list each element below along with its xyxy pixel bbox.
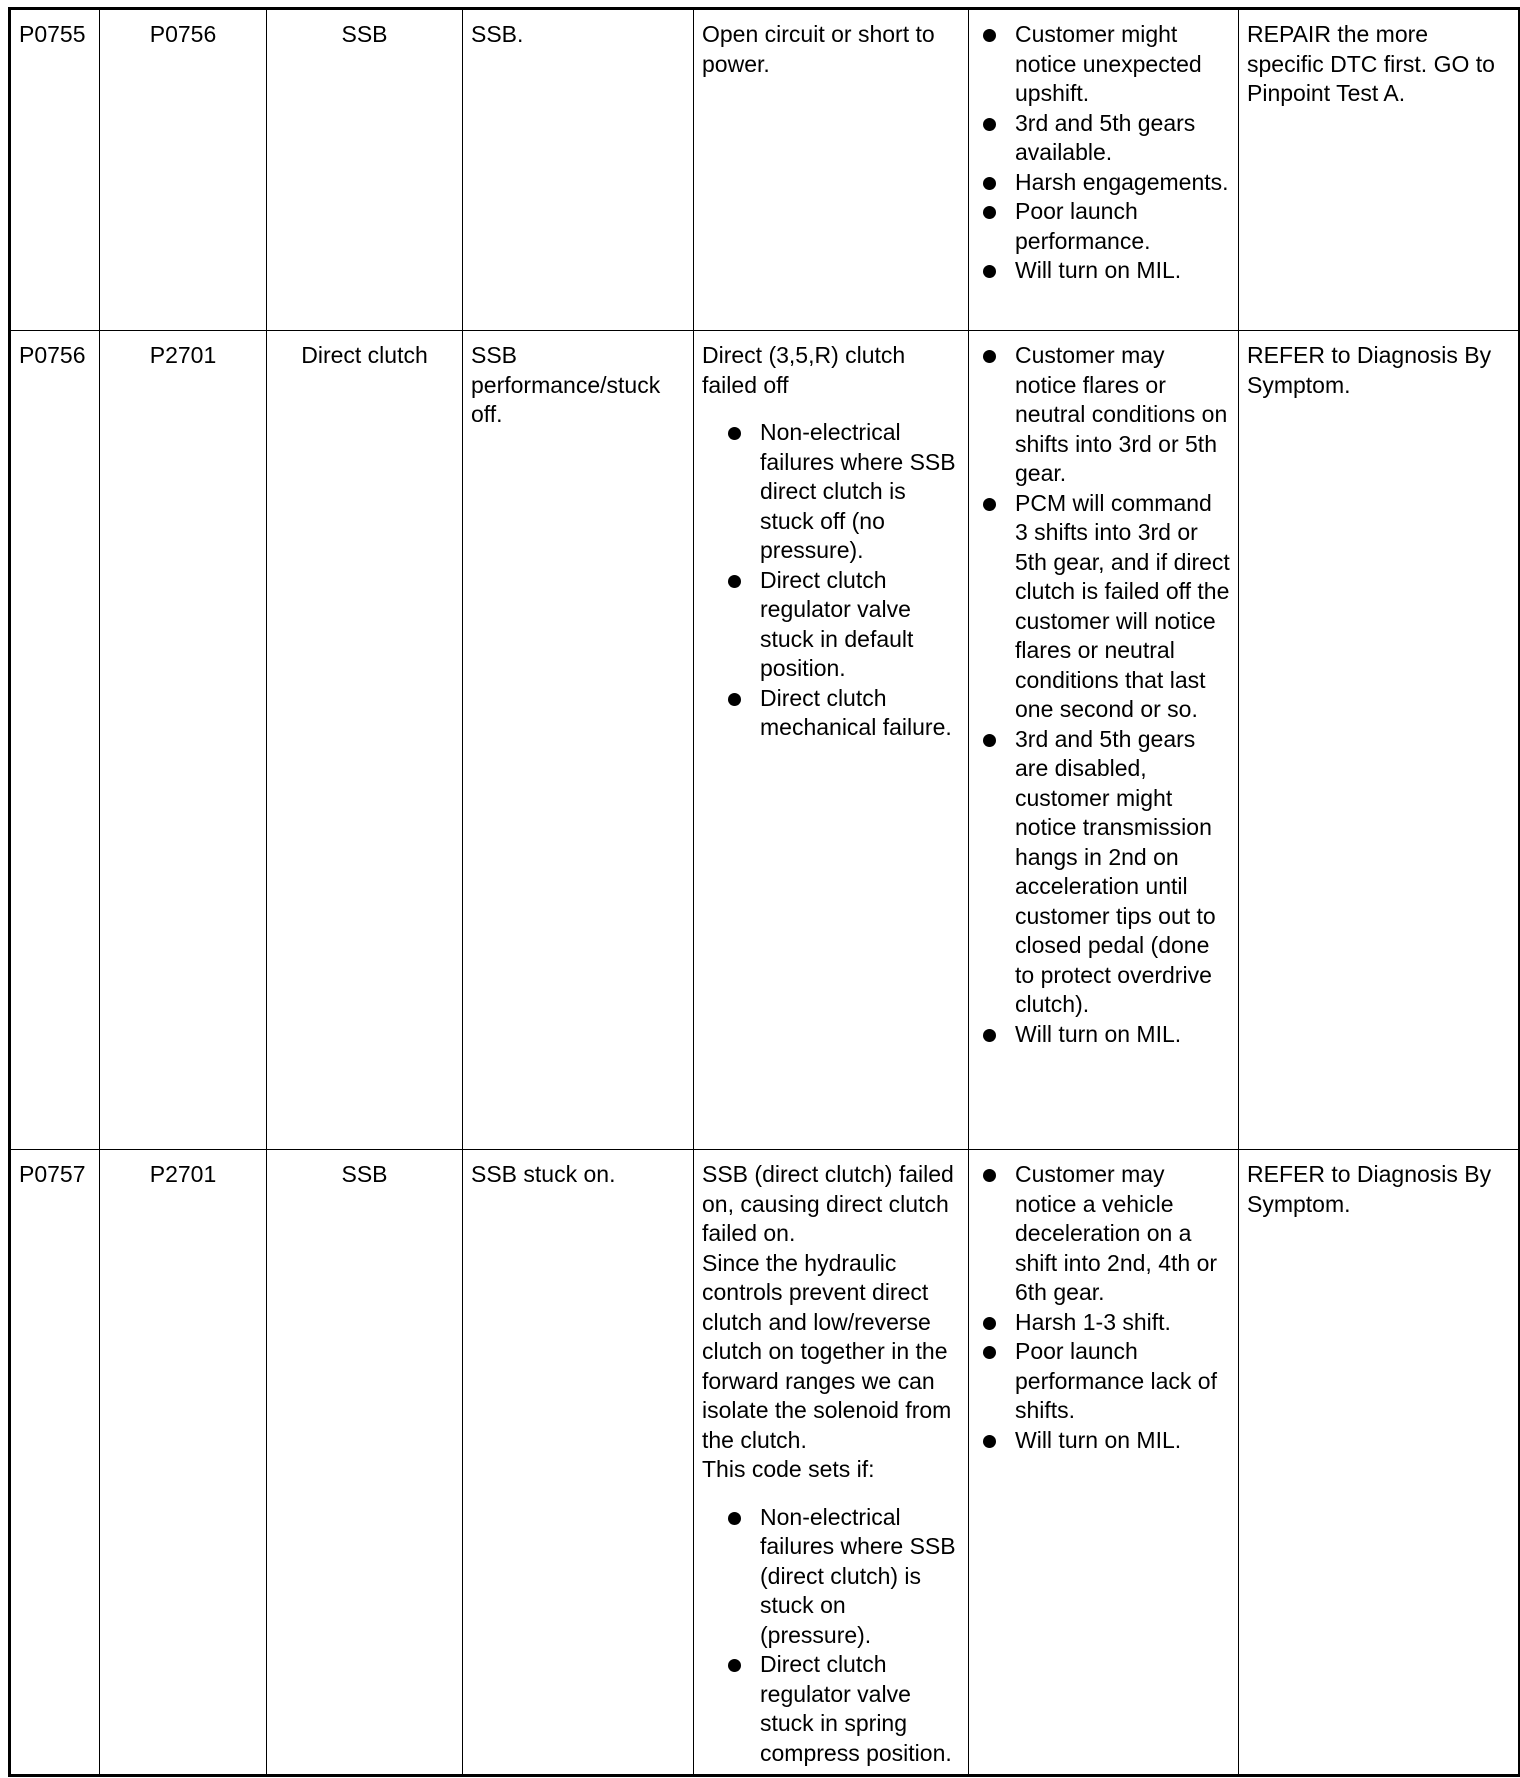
- related-dtc-cell: [100, 331, 267, 1150]
- symptom-item: Customer may notice a vehicle deceleration on a shift into 2nd, 4th or 6th gear.: [977, 1160, 1230, 1308]
- symptom-item: 3rd and 5th gears are disabled, customer might notice transmission hangs in 2nd on acceleration until customer tips out to closed pedal (done to protect overdrive clutch).: [977, 725, 1230, 1020]
- symptom-item: Harsh engagements.: [977, 168, 1230, 198]
- dtc-code: P0756: [19, 342, 86, 368]
- table-row: [10, 331, 1520, 1150]
- symptoms-cell: [969, 1150, 1239, 1776]
- table-row: [10, 1150, 1520, 1776]
- symptom-item: Poor launch performance lack of shifts.: [977, 1337, 1230, 1426]
- symptom-item: Harsh 1-3 shift.: [977, 1308, 1230, 1338]
- condition-item: Non-electrical failures where SSB (direct clutch) is stuck on (pressure).: [712, 1503, 960, 1651]
- dtc-table: [8, 7, 1520, 1777]
- action-text: REPAIR the more specific DTC first. GO to Pinpoint Test A.: [1247, 21, 1495, 106]
- condition-text: Direct (3,5,R) clutch failed off: [702, 342, 906, 398]
- condition-list: [702, 418, 960, 743]
- component-cell: [267, 331, 463, 1150]
- description: SSB performance/stuck off.: [471, 342, 661, 427]
- symptom-item: Will turn on MIL.: [977, 1426, 1230, 1456]
- symptom-item: Customer might notice unexpected upshift.: [977, 20, 1230, 109]
- condition-cell: [694, 9, 969, 331]
- symptom-item: 3rd and 5th gears available.: [977, 109, 1230, 168]
- condition-item: Direct clutch regulator valve stuck in default position.: [712, 566, 960, 684]
- component-cell: [267, 1150, 463, 1776]
- component: Direct clutch: [301, 342, 428, 368]
- component: SSB: [341, 21, 388, 47]
- condition-text: This code sets if:: [702, 1456, 875, 1482]
- condition-text: Since the hydraulic controls prevent direct clutch and low/reverse clutch on together in the forward ranges we can isolate the solenoid from the clutch.: [702, 1249, 952, 1453]
- action-text: REFER to Diagnosis By Symptom.: [1247, 342, 1492, 398]
- action-cell: [1239, 1150, 1520, 1776]
- related-dtc-cell: [100, 9, 267, 331]
- action-cell: [1239, 9, 1520, 331]
- condition-item: Direct clutch mechanical failure.: [712, 684, 960, 743]
- related-dtc: P2701: [149, 1161, 217, 1187]
- condition-text: Open circuit or short to power.: [702, 21, 935, 77]
- condition-text: SSB (direct clutch) failed on, causing direct clutch failed on.: [702, 1161, 954, 1246]
- dtc-code-cell: [10, 331, 100, 1150]
- condition-item: Non-electrical failures where SSB direct clutch is stuck off (no pressure).: [712, 418, 960, 566]
- symptom-item: PCM will command 3 shifts into 3rd or 5th gear, and if direct clutch is failed off the customer will notice flares or neutral conditions that last one second or so.: [977, 489, 1230, 725]
- symptom-item: Poor launch performance.: [977, 197, 1230, 256]
- component: SSB: [341, 1161, 388, 1187]
- related-dtc: P2701: [149, 342, 217, 368]
- action-text: REFER to Diagnosis By Symptom.: [1247, 1161, 1492, 1217]
- symptom-item: Customer may notice flares or neutral conditions on shifts into 3rd or 5th gear.: [977, 341, 1230, 489]
- dtc-code: P0755: [19, 21, 86, 47]
- dtc-code: P0757: [19, 1161, 86, 1187]
- description-cell: [463, 1150, 694, 1776]
- symptom-list: [977, 1160, 1230, 1455]
- symptoms-cell: [969, 9, 1239, 331]
- dtc-code-cell: [10, 1150, 100, 1776]
- symptom-item: Will turn on MIL.: [977, 256, 1230, 286]
- condition-list: [702, 1503, 960, 1769]
- condition-item: Direct clutch regulator valve stuck in spring compress position.: [712, 1650, 960, 1768]
- component-cell: [267, 9, 463, 331]
- symptom-list: [977, 20, 1230, 286]
- description: SSB stuck on.: [471, 1161, 616, 1187]
- related-dtc: P0756: [149, 21, 217, 47]
- table-row: [10, 9, 1520, 331]
- description: SSB.: [471, 21, 524, 47]
- symptom-list: [977, 341, 1230, 1049]
- symptom-item: Will turn on MIL.: [977, 1020, 1230, 1050]
- symptoms-cell: [969, 331, 1239, 1150]
- condition-cell: [694, 1150, 969, 1776]
- action-cell: [1239, 331, 1520, 1150]
- related-dtc-cell: [100, 1150, 267, 1776]
- dtc-code-cell: [10, 9, 100, 331]
- description-cell: [463, 9, 694, 331]
- description-cell: [463, 331, 694, 1150]
- condition-cell: [694, 331, 969, 1150]
